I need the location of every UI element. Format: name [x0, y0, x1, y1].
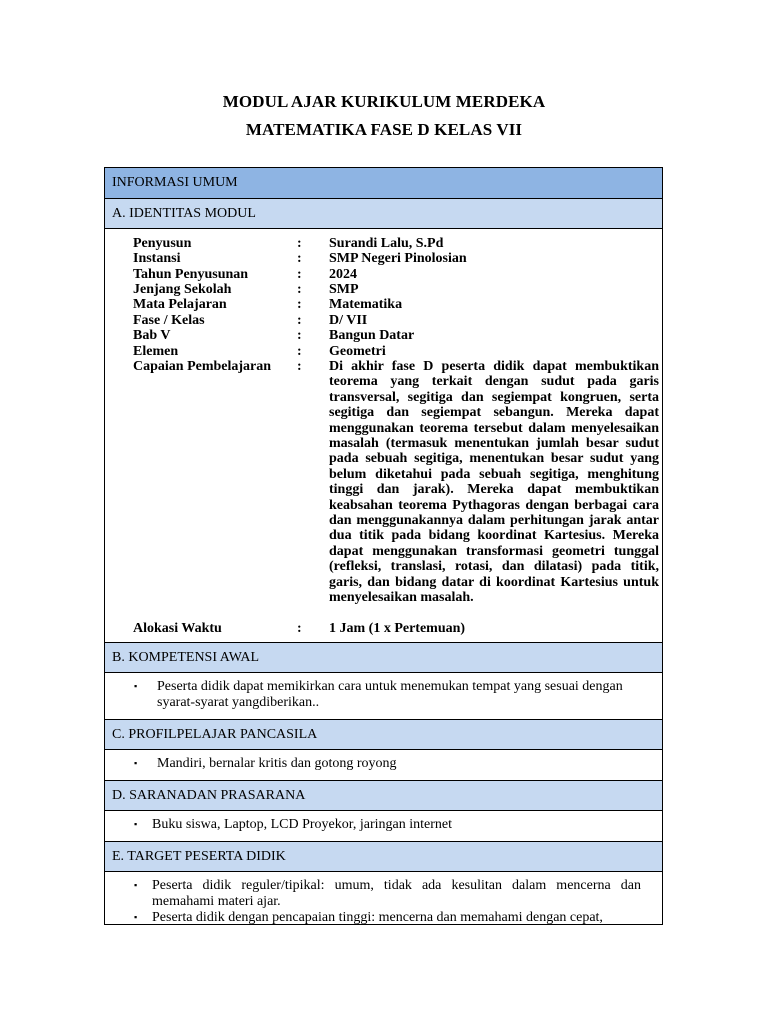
- identity-colon: :: [297, 313, 302, 328]
- list-item: Peserta didik dengan pencapaian tinggi: mencerna dan memahami dengan cepat,: [152, 910, 603, 924]
- header-identitas-modul: [105, 198, 662, 228]
- identity-colon: :: [297, 267, 302, 282]
- alokasi-value: 1 Jam (1 x Pertemuan): [329, 621, 466, 636]
- identity-colon: :: [297, 282, 302, 297]
- header-profil-pelajar-text: C. PROFILPELAJAR PANCASILA: [112, 727, 318, 742]
- header-profil-pelajar: [105, 719, 662, 749]
- identity-value: Surandi Lalu, S.Pd: [329, 236, 444, 251]
- identity-label: Tahun Penyusunan: [133, 267, 249, 282]
- list-item: Peserta didik reguler/tipikal: umum, tidak ada kesulitan dalam mencerna dan memahami materi ajar.: [152, 878, 641, 909]
- list-item: Mandiri, bernalar kritis dan gotong royong: [157, 756, 397, 771]
- list-item: Peserta didik dapat memikirkan cara untuk menemukan tempat yang sesuai dengan syarat-syarat yangdiberikan..: [157, 679, 623, 710]
- bullet-icon: ▪: [134, 912, 138, 922]
- identity-label: Mata Pelajaran: [133, 297, 227, 312]
- alokasi-label: Alokasi Waktu: [133, 621, 222, 636]
- identity-value: Bangun Datar: [329, 328, 415, 343]
- identity-colon: :: [297, 251, 302, 266]
- identity-value: SMP: [329, 282, 359, 297]
- sarana-prasarana-body: [105, 810, 662, 841]
- header-identitas-modul-text: A. IDENTITAS MODUL: [112, 206, 256, 221]
- identity-value: D/ VII: [329, 313, 368, 328]
- identity-block: [105, 228, 662, 642]
- identity-colon: :: [297, 359, 302, 374]
- bullet-icon: ▪: [134, 758, 138, 768]
- target-peserta-body: [105, 871, 662, 924]
- header-sarana-prasarana: [105, 780, 662, 810]
- header-kompetensi-awal: [105, 642, 662, 672]
- identity-colon: :: [297, 297, 302, 312]
- document-title: MODUL AJAR KURIKULUM MERDEKA: [222, 92, 546, 111]
- header-target-peserta-text: E. TARGET PESERTA DIDIK: [112, 849, 286, 864]
- bullet-icon: ▪: [134, 880, 138, 890]
- header-kompetensi-awal-text: B. KOMPETENSI AWAL: [112, 650, 260, 665]
- header-sarana-prasarana-text: D. SARANADAN PRASARANA: [112, 788, 306, 803]
- list-item: Buku siswa, Laptop, LCD Proyekor, jaringan internet: [152, 817, 452, 832]
- identity-label: Fase / Kelas: [133, 313, 205, 328]
- bullet-icon: ▪: [134, 681, 138, 691]
- capaian-value: Di akhir fase D peserta didik dapat membuktikan teorema yang terkait dengan sudut pada garis transversal, segitiga dan segiempat kongruen, serta segitiga dan segiempat sebangun. Mereka dapat menggunakan teorema tersebut dalam menyelesaikan masalah (termasuk menentukan jumlah besar sudut pada sebuah segitiga, menentukan besar sudut yang belum diketahui pada sebuah segitiga, menghitung tinggi dan jarak). Mereka dapat membuktikan keabsahan teorema Pythagoras dengan berbagai cara dan menggunakannya dalam perhitungan jarak antar dua titik pada bidang koordinat Kartesius. Mereka dapat menggunakan transformasi geometri tunggal (refleksi, translasi, rotasi, dan dilatasi) pada titik, garis, dan bidang datar di koordinat Kartesius untuk menyelesaikan masalah.: [329, 359, 659, 606]
- identity-colon: :: [297, 621, 302, 636]
- identity-label: Bab V: [133, 328, 171, 343]
- identity-value: Matematika: [329, 297, 403, 312]
- capaian-label: Capaian Pembelajaran: [133, 359, 272, 374]
- identity-colon: :: [297, 344, 302, 359]
- identity-label: Penyusun: [133, 236, 192, 251]
- header-informasi-umum: [105, 168, 662, 198]
- kompetensi-awal-body: [105, 672, 662, 719]
- identity-value: SMP Negeri Pinolosian: [329, 251, 467, 266]
- identity-colon: :: [297, 236, 302, 251]
- header-informasi-umum-text: INFORMASI UMUM: [112, 175, 238, 190]
- identity-value: 2024: [329, 267, 357, 282]
- identity-label: Elemen: [133, 344, 179, 359]
- bullet-icon: ▪: [134, 819, 138, 829]
- identity-label: Jenjang Sekolah: [133, 282, 232, 297]
- module-table: [104, 167, 663, 925]
- identity-colon: :: [297, 328, 302, 343]
- document-subtitle: MATEMATIKA FASE D KELAS VII: [245, 120, 523, 139]
- header-target-peserta: [105, 841, 662, 871]
- identity-label: Instansi: [133, 251, 181, 266]
- profil-pelajar-body: [105, 749, 662, 780]
- identity-value: Geometri: [329, 344, 386, 359]
